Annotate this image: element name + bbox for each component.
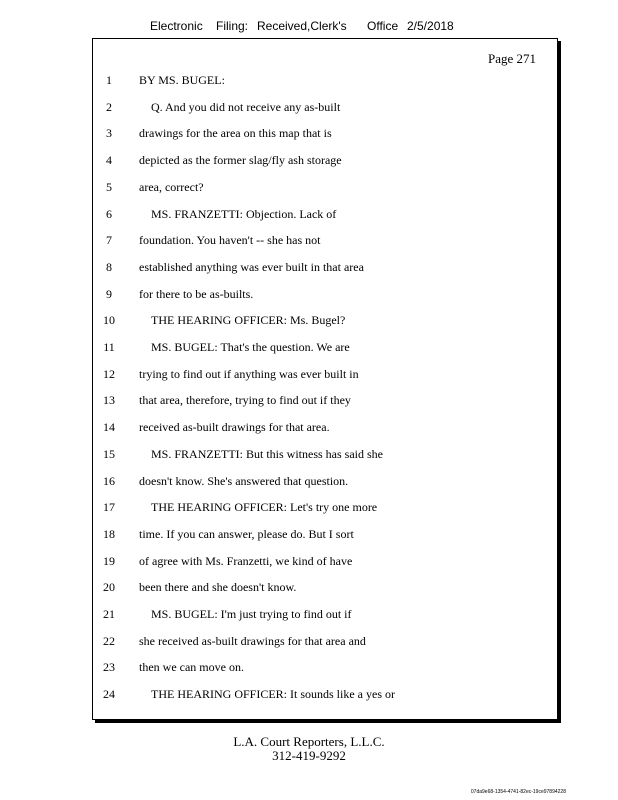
line-number: 10 bbox=[103, 313, 115, 328]
line-text: area, correct? bbox=[139, 179, 204, 194]
line-text: THE HEARING OFFICER: It sounds like a yes or bbox=[151, 687, 395, 702]
transcript-line bbox=[93, 153, 557, 179]
line-text: trying to find out if anything was ever built in bbox=[139, 366, 359, 381]
line-text: doesn't know. She's answered that question. bbox=[139, 473, 349, 488]
line-text: MS. BUGEL: That's the question. We are bbox=[151, 340, 350, 354]
line-number: 5 bbox=[106, 179, 112, 194]
line-text: time. If you can answer, please do. But I sort bbox=[139, 526, 354, 541]
line-text: that area, therefore, trying to find out if they bbox=[139, 393, 351, 408]
transcript-line bbox=[93, 126, 557, 152]
document-hash: 07da9e68-1354-4741-82ec-19ce97894228 bbox=[470, 789, 566, 795]
transcript-line bbox=[93, 73, 557, 99]
transcript-line bbox=[93, 180, 557, 206]
line-number: 24 bbox=[103, 687, 115, 702]
line-number: 9 bbox=[106, 286, 112, 301]
transcript-line bbox=[93, 607, 557, 633]
line-number: 22 bbox=[103, 633, 115, 648]
line-text: foundation. You haven't -- she has not bbox=[139, 233, 321, 248]
line-number: 8 bbox=[106, 259, 112, 274]
transcript-line bbox=[93, 580, 557, 606]
line-text: she received as-built drawings for that area and bbox=[139, 633, 366, 648]
transcript-line bbox=[93, 554, 557, 580]
line-number: 3 bbox=[106, 126, 112, 141]
stamp-word: Filing: bbox=[216, 19, 249, 33]
stamp-word: 2/5/2018 bbox=[407, 19, 454, 33]
line-text: established anything was ever built in that area bbox=[139, 259, 364, 274]
transcript-line bbox=[93, 287, 557, 313]
line-text: Q. And you did not receive any as-built bbox=[151, 99, 341, 114]
line-number: 23 bbox=[103, 660, 115, 675]
line-text: MS. FRANZETTI: Objection. Lack of bbox=[151, 206, 337, 221]
transcript-line bbox=[93, 634, 557, 660]
transcript-line bbox=[93, 447, 557, 473]
stamp-word: Electronic bbox=[150, 19, 203, 33]
line-text: then we can move on. bbox=[139, 660, 244, 675]
line-text: BY MS. BUGEL: bbox=[139, 73, 225, 87]
transcript-line bbox=[93, 474, 557, 500]
transcript-line bbox=[93, 500, 557, 526]
line-text: received as-built drawings for that area. bbox=[139, 420, 330, 435]
line-text: depicted as the former slag/fly ash storage bbox=[139, 153, 342, 168]
transcript-line bbox=[93, 527, 557, 553]
line-text: MS. FRANZETTI: But this witness has said she bbox=[151, 446, 384, 461]
stamp-word: Received,Clerk's bbox=[257, 19, 347, 33]
transcript-line bbox=[93, 207, 557, 233]
transcript-line bbox=[93, 340, 557, 366]
line-text: MS. BUGEL: I'm just trying to find out if bbox=[151, 607, 352, 621]
line-number: 17 bbox=[103, 500, 115, 515]
line-number: 2 bbox=[106, 99, 112, 114]
stamp-word: Office bbox=[367, 19, 399, 33]
reporter-company: L.A. Court Reporters, L.L.C. bbox=[233, 734, 385, 749]
line-text: for there to be as-builts. bbox=[139, 286, 254, 301]
page-number: Page 271 bbox=[487, 51, 536, 66]
line-number: 19 bbox=[103, 553, 115, 568]
line-number: 21 bbox=[103, 607, 115, 621]
line-number: 11 bbox=[103, 340, 115, 354]
reporter-phone: 312-419-9292 bbox=[272, 748, 346, 763]
line-text: been there and she doesn't know. bbox=[139, 580, 297, 595]
line-number: 16 bbox=[103, 473, 115, 488]
line-number: 7 bbox=[106, 233, 112, 248]
line-text: THE HEARING OFFICER: Let's try one more bbox=[151, 500, 378, 515]
transcript-line bbox=[93, 233, 557, 259]
line-number: 4 bbox=[106, 153, 112, 168]
line-number: 6 bbox=[106, 206, 112, 221]
line-number: 12 bbox=[103, 366, 115, 381]
transcript-line bbox=[93, 260, 557, 286]
line-text: of agree with Ms. Franzetti, we kind of have bbox=[139, 553, 353, 568]
line-number: 15 bbox=[103, 446, 115, 461]
transcript-line bbox=[93, 393, 557, 419]
transcript-line bbox=[93, 313, 557, 339]
line-number: 13 bbox=[103, 393, 115, 408]
line-number: 18 bbox=[103, 526, 115, 541]
line-text: THE HEARING OFFICER: Ms. Bugel? bbox=[151, 313, 346, 328]
line-text: drawings for the area on this map that is bbox=[139, 126, 332, 141]
transcript-line bbox=[93, 687, 557, 713]
line-number: 14 bbox=[103, 420, 115, 435]
transcript-line bbox=[93, 100, 557, 126]
transcript-line bbox=[93, 420, 557, 446]
transcript-line bbox=[93, 367, 557, 393]
transcript-page bbox=[92, 38, 558, 720]
line-number: 1 bbox=[106, 73, 112, 87]
line-number: 20 bbox=[103, 580, 115, 595]
transcript-line bbox=[93, 660, 557, 686]
